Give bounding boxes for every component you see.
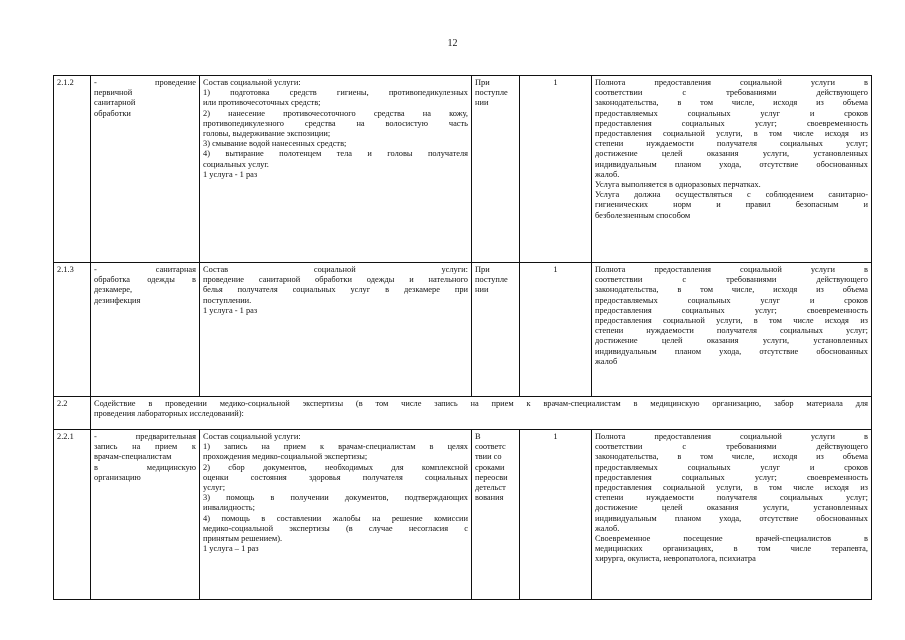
- service-content-line: 3) смывание водой нанесенных средств;: [203, 139, 347, 149]
- service-term-line: поступле: [475, 275, 508, 285]
- service-quality-line: индивидуальным планом ухода, отсутствие обоснованных: [595, 159, 868, 169]
- table-row: [54, 263, 872, 397]
- service-name-line: запись на прием к: [94, 442, 196, 452]
- service-term-line: нии: [475, 98, 489, 108]
- service-quality: [592, 430, 872, 600]
- section-row: [54, 397, 872, 430]
- service-quality: [592, 263, 872, 397]
- service-term-line: поступле: [475, 88, 508, 98]
- service-quality-line: степени нуждаемости получателя социальных услуг;: [595, 493, 868, 503]
- service-term: [472, 430, 520, 600]
- service-quality-line: степени нуждаемости получателя социальных услуг;: [595, 139, 868, 149]
- service-term-line: нии: [475, 285, 489, 295]
- service-term-line: переосви: [475, 472, 508, 482]
- service-term: [472, 76, 520, 263]
- service-name-line: - предварительная: [94, 432, 196, 441]
- service-content: [200, 263, 472, 397]
- service-quality-line: безболезненным способом: [595, 210, 691, 220]
- service-content-line: противопедикулезного средства на волосистую часть: [203, 118, 468, 128]
- service-content-line: головы, выдерживание экспозиции;: [203, 129, 331, 139]
- row-number: 2.1.3: [54, 263, 91, 397]
- service-content-line: проведение санитарной обработки одежды и нательного: [203, 275, 468, 285]
- service-term-line: твии со: [475, 452, 502, 462]
- service-content-line: 4) вытирание полотенцем тела и головы получателя: [203, 149, 468, 159]
- service-content-line: услуг;: [203, 483, 226, 493]
- service-content-line: Состав социальной услуги:: [203, 265, 468, 274]
- service-name: [91, 430, 200, 600]
- service-quality: [592, 76, 872, 263]
- service-quality-line: жалоб: [595, 356, 618, 366]
- service-content-line: или противочесоточных средств;: [203, 98, 321, 108]
- service-volume: 1: [520, 430, 592, 600]
- service-content-line: оценки состояния здоровья получателя социальных: [203, 472, 468, 482]
- service-content-line: медико-социальной экспертизы (в случае несогласия с: [203, 523, 468, 533]
- service-name-line: первичной: [94, 88, 133, 98]
- service-quality-line: предоставления социальной услуги, в том числе исходя из: [595, 316, 868, 326]
- service-content-line: принятым решением).: [203, 534, 283, 544]
- service-name-line: дезкамере,: [94, 285, 133, 295]
- service-content-line: социальных услуг.: [203, 159, 269, 169]
- service-term-line: соответс: [475, 442, 506, 452]
- service-quality-line: соответствии с требованиями действующего: [595, 88, 868, 98]
- service-term-line: сроками: [475, 462, 505, 472]
- service-quality-line: медицинских организациях, в том числе терапевта,: [595, 544, 868, 554]
- service-content-line: белья получателя социальных услуг в дезкамере при: [203, 285, 468, 295]
- service-term-line: При: [475, 78, 490, 87]
- service-term-line: В: [475, 432, 481, 441]
- service-quality-line: предоставляемых социальных услуг и сроков: [595, 462, 868, 472]
- service-volume: 1: [520, 263, 592, 397]
- service-term-line: При: [475, 265, 490, 274]
- service-term-line: вования: [475, 493, 504, 503]
- service-content: [200, 430, 472, 600]
- service-quality-line: индивидуальным планом ухода, отсутствие обоснованных: [595, 513, 868, 523]
- service-quality-line: гигиенических норм и правил безопасным и: [595, 200, 868, 210]
- service-quality-line: предоставления социальной услуги, в том числе исходя из: [595, 483, 868, 493]
- service-name: [91, 263, 200, 397]
- service-content: [200, 76, 472, 263]
- service-content-line: 2) сбор документов, необходимых для комплексной: [203, 462, 468, 472]
- services-table-body: [54, 76, 872, 600]
- table-row: [54, 430, 872, 600]
- service-content-line: 1) подготовка средств гигиены, противопедикулезных: [203, 88, 468, 98]
- page-number: 12: [447, 38, 458, 49]
- service-quality-line: Услуга должна осуществляться с соблюдением санитарно-: [595, 190, 868, 200]
- service-name-line: - санитарная: [94, 265, 196, 274]
- service-name: [91, 76, 200, 263]
- service-quality-line: предоставления социальных услуг; своевременность: [595, 118, 868, 128]
- service-name-line: дезинфекция: [94, 295, 141, 305]
- service-quality-line: предоставления социальных услуг; своевременность: [595, 472, 868, 482]
- service-quality-line: соответствии с требованиями действующего: [595, 275, 868, 285]
- service-quality-line: законодательства, в том числе, исходя из объема: [595, 285, 868, 295]
- service-name-line: в медицинскую: [94, 462, 196, 472]
- service-quality-line: соответствии с требованиями действующего: [595, 442, 868, 452]
- services-table: [53, 75, 872, 600]
- service-content-line: Состав социальной услуги:: [203, 432, 301, 441]
- service-quality-line: жалоб.: [595, 169, 620, 179]
- service-quality-line: предоставления социальной услуги, в том числе исходя из: [595, 129, 868, 139]
- service-content-line: 1) запись на прием к врачам-специалистам в целях: [203, 442, 468, 452]
- table-row: [54, 76, 872, 263]
- service-quality-line: Своевременное посещение врачей-специалистов в: [595, 534, 868, 544]
- service-quality-line: законодательства, в том числе, исходя из объема: [595, 98, 868, 108]
- service-quality-line: хирурга, окулиста, невропатолога, психиатра: [595, 554, 756, 564]
- service-quality-line: индивидуальным планом ухода, отсутствие обоснованных: [595, 346, 868, 356]
- service-name-line: - проведение: [94, 78, 196, 87]
- service-name-line: обработки: [94, 108, 131, 118]
- service-quality-line: Полнота предоставления социальной услуги в: [595, 78, 868, 87]
- service-quality-line: достижение целей оказания услуги, установленных: [595, 149, 868, 159]
- service-quality-line: достижение целей оказания услуги, установленных: [595, 503, 868, 513]
- row-number: 2.1.2: [54, 76, 91, 263]
- service-term: [472, 263, 520, 397]
- service-quality-line: законодательства, в том числе, исходя из объема: [595, 452, 868, 462]
- service-name-line: врачам-специалистам: [94, 452, 172, 462]
- service-quality-line: предоставляемых социальных услуг и сроков: [595, 108, 868, 118]
- section-title-line: Содействие в проведении медико-социальной экспертизы (в том числе запись на прием к врачам-специалистам в медицинскую организацию, забор материала для: [94, 399, 868, 408]
- service-content-line: прохождения медико-социальной экспертизы;: [203, 452, 368, 462]
- service-content-line: 3) помощь в получении документов, подтверждающих: [203, 493, 468, 503]
- service-content-line: поступлении.: [203, 295, 252, 305]
- service-quality-line: Услуга выполняется в одноразовых перчатках.: [595, 180, 761, 190]
- section-title: [91, 397, 872, 430]
- section-title-line: проведения лабораторных исследований):: [94, 409, 244, 419]
- service-content-line: 4) помощь в составлении жалобы на решение комиссии: [203, 513, 468, 523]
- service-quality-line: Полнота предоставления социальной услуги в: [595, 265, 868, 274]
- service-name-line: санитарной: [94, 98, 136, 108]
- service-content-line: 1 услуга - 1 раз: [203, 305, 258, 315]
- service-quality-line: предоставления социальных услуг; своевременность: [595, 305, 868, 315]
- service-quality-line: предоставляемых социальных услуг и сроков: [595, 295, 868, 305]
- service-content-line: Состав социальной услуги:: [203, 78, 301, 87]
- service-content-line: 2) нанесение противочесоточного средства на кожу,: [203, 108, 468, 118]
- service-name-line: обработка одежды в: [94, 275, 196, 285]
- service-content-line: инвалидность;: [203, 503, 255, 513]
- service-content-line: 1 услуга – 1 раз: [203, 544, 259, 554]
- service-content-line: 1 услуга - 1 раз: [203, 169, 258, 179]
- service-quality-line: жалоб.: [595, 523, 620, 533]
- service-term-line: детельст: [475, 483, 506, 493]
- service-quality-line: степени нуждаемости получателя социальных услуг;: [595, 326, 868, 336]
- service-volume: 1: [520, 76, 592, 263]
- section-number: 2.2: [54, 397, 91, 430]
- row-number: 2.2.1: [54, 430, 91, 600]
- service-quality-line: Полнота предоставления социальной услуги в: [595, 432, 868, 441]
- service-quality-line: достижение целей оказания услуги, установленных: [595, 336, 868, 346]
- service-name-line: организацию: [94, 472, 141, 482]
